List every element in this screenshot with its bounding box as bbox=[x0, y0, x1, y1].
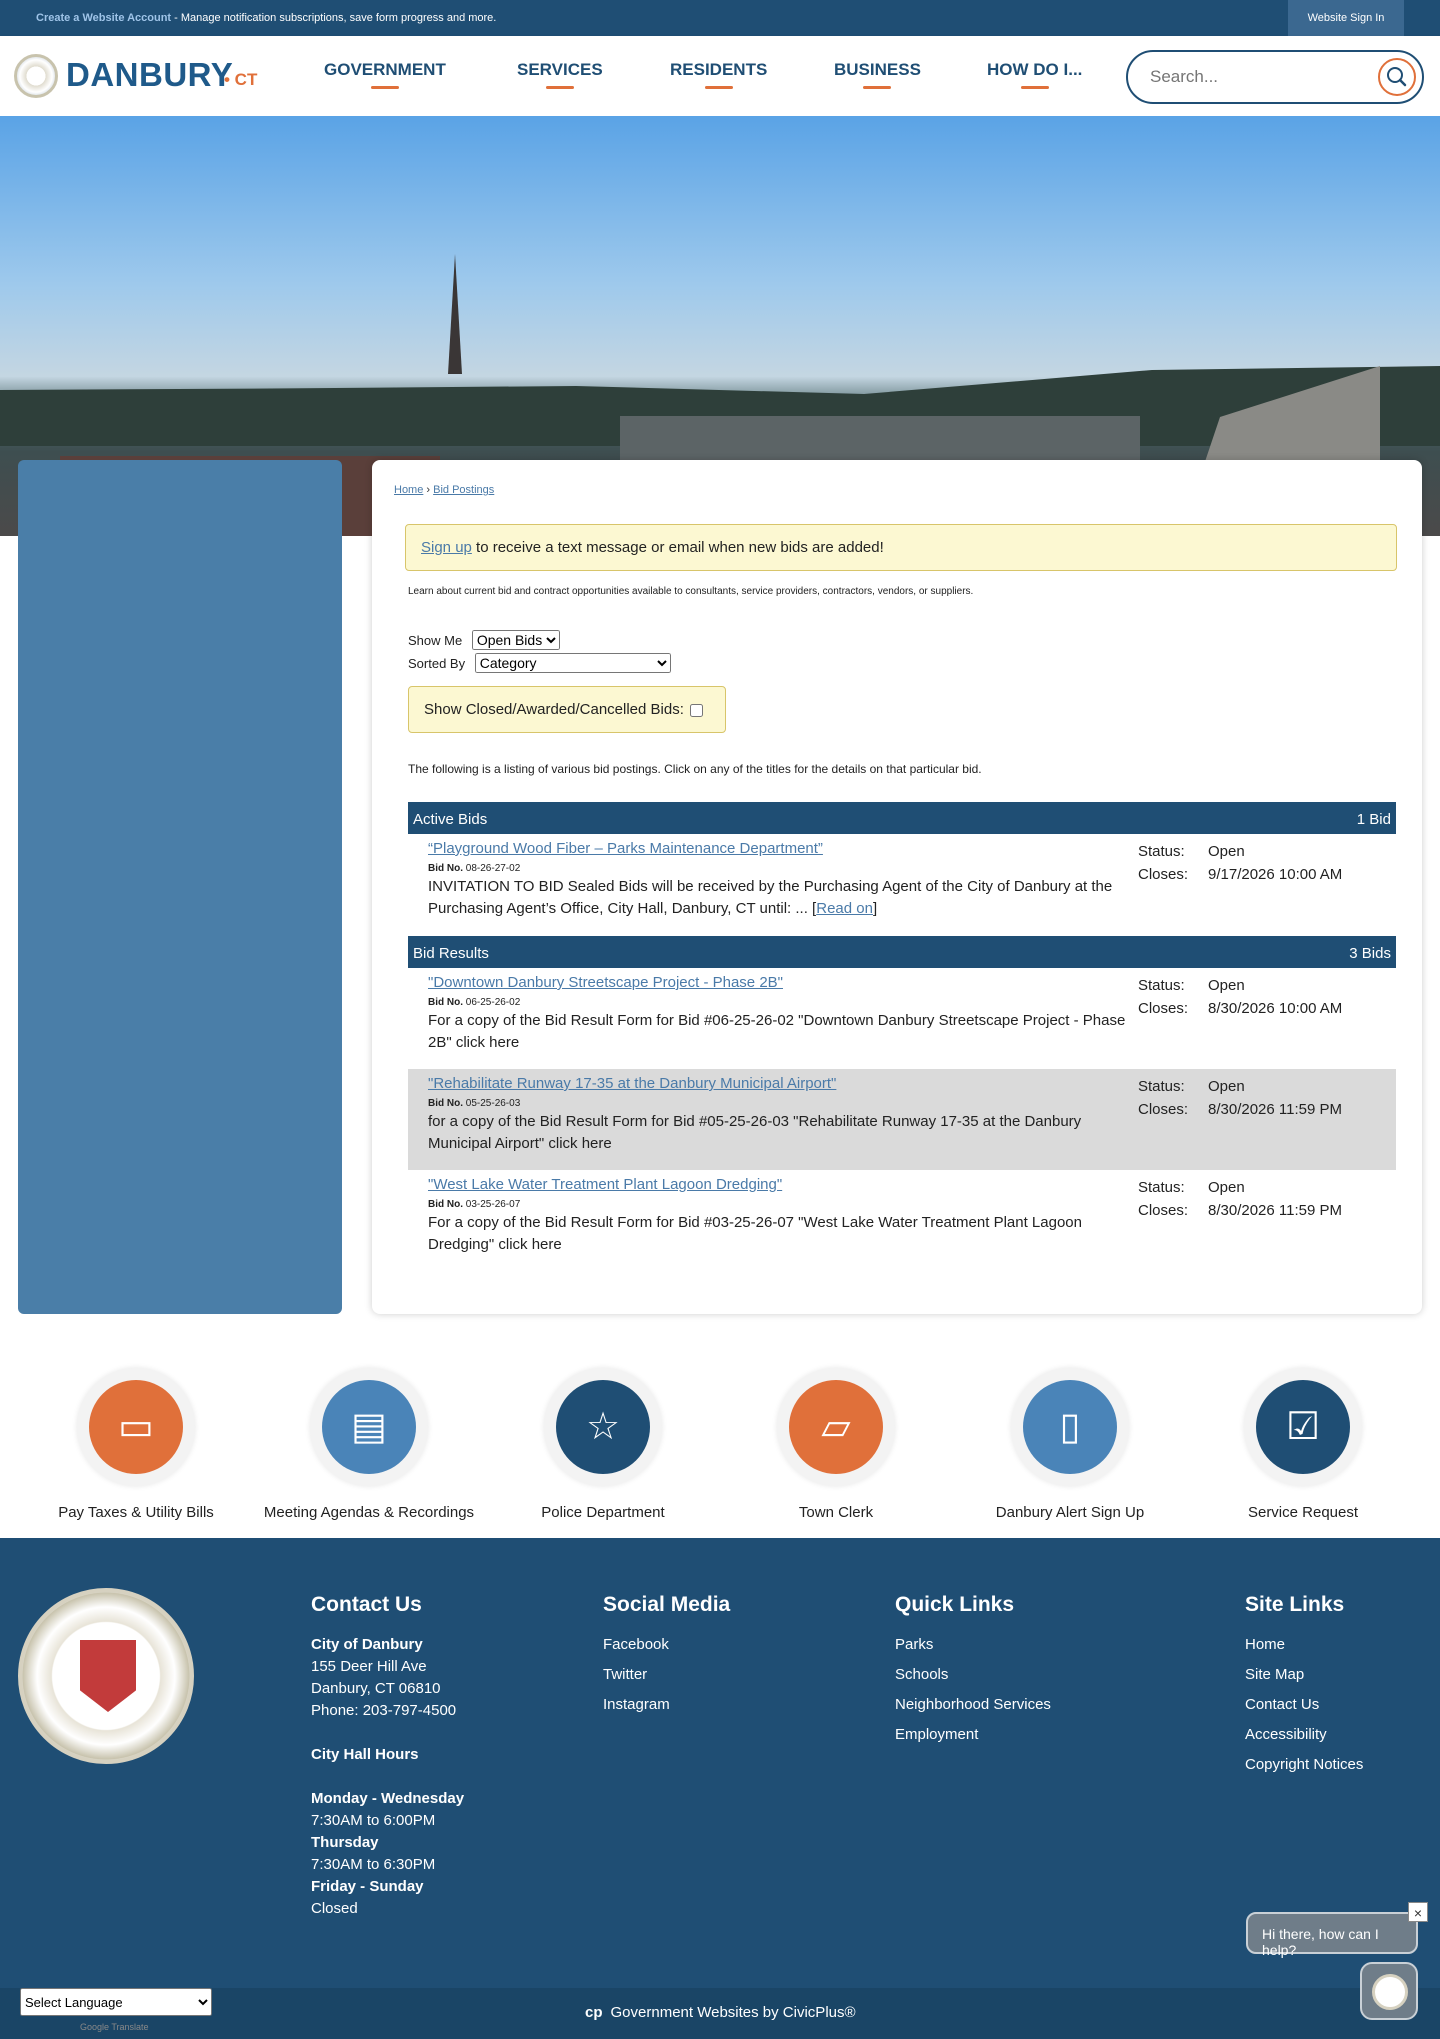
bid-number-value: 03-25-26-07 bbox=[465, 1199, 521, 1210]
footer-link-contact-us[interactable]: Contact Us bbox=[1245, 1696, 1320, 1713]
search-button[interactable] bbox=[1378, 58, 1416, 96]
nav-how-do-i[interactable] bbox=[987, 60, 1082, 89]
status-value: Open bbox=[1208, 977, 1245, 994]
phone-icon: ▯ bbox=[1059, 1406, 1081, 1448]
quick-link-meeting-agendas[interactable] bbox=[259, 1368, 479, 1521]
status-row bbox=[1138, 840, 1245, 863]
bid-status bbox=[1138, 974, 1343, 1020]
footer-social bbox=[603, 1594, 730, 1724]
footer-link-twitter[interactable]: Twitter bbox=[603, 1666, 648, 1683]
sorted-by-select[interactable] bbox=[475, 653, 671, 673]
status-value: Open bbox=[1208, 1179, 1245, 1196]
create-account-link[interactable]: Create a Website Account bbox=[36, 12, 172, 24]
main-content bbox=[372, 460, 1422, 1314]
breadcrumb bbox=[394, 484, 494, 496]
civicplus-text: Government Websites by CivicPlus® bbox=[610, 2004, 856, 2021]
contact-phone: Phone: 203-797-4500 bbox=[311, 1702, 457, 1719]
bid-description: For a copy of the Bid Result Form for Bid #03-25-26-07 "West Lake Water Treatment Plant Lagoon Dredging" click here bbox=[428, 1214, 1082, 1253]
nav-label: RESIDENTS bbox=[670, 60, 768, 79]
quick-link-label: Service Request bbox=[1247, 1504, 1359, 1521]
quick-link-label: Pay Taxes & Utility Bills bbox=[58, 1504, 214, 1521]
credit-card-icon: ▭ bbox=[118, 1406, 154, 1448]
bid-status bbox=[1138, 1075, 1342, 1121]
footer-link-schools[interactable]: Schools bbox=[895, 1666, 949, 1683]
status-value: Open bbox=[1208, 1078, 1245, 1095]
quick-link-inner bbox=[322, 1380, 416, 1474]
sorted-by-filter bbox=[408, 653, 671, 673]
logo-name: DANBURY bbox=[66, 56, 234, 93]
signup-notice bbox=[405, 524, 1397, 571]
bid-title-link[interactable]: "Rehabilitate Runway 17-35 at the Danbury Municipal Airport" bbox=[428, 1075, 837, 1092]
hero-church-spire bbox=[448, 254, 462, 374]
contact-org: City of Danbury bbox=[311, 1636, 423, 1653]
clipboard-icon: ☑ bbox=[1285, 1406, 1321, 1448]
status-label: Status: bbox=[1138, 843, 1185, 860]
contact-address-line: Danbury, CT 06810 bbox=[311, 1680, 441, 1697]
nav-label: GOVERNMENT bbox=[324, 60, 446, 79]
hours-time: Closed bbox=[311, 1900, 358, 1917]
read-on-link[interactable]: Read on bbox=[816, 900, 873, 917]
civicplus-credit[interactable] bbox=[585, 2004, 856, 2021]
status-value: Open bbox=[1208, 843, 1245, 860]
footer-heading: Quick Links bbox=[895, 1593, 1015, 1616]
footer-link-facebook[interactable]: Facebook bbox=[603, 1636, 669, 1653]
quick-link-label: Town Clerk bbox=[798, 1504, 874, 1521]
bid-number-value: 05-25-26-03 bbox=[465, 1098, 521, 1109]
signup-link[interactable]: Sign up bbox=[421, 539, 472, 556]
nav-underline bbox=[705, 86, 733, 89]
status-row bbox=[1138, 974, 1245, 997]
quick-link-pay-taxes[interactable] bbox=[26, 1368, 246, 1521]
hours-days: Thursday bbox=[311, 1834, 379, 1851]
quick-link-circle bbox=[1011, 1368, 1129, 1486]
section-count: 3 Bids bbox=[1349, 945, 1391, 962]
site-header bbox=[0, 36, 1440, 116]
breadcrumb-home[interactable]: Home bbox=[394, 484, 424, 496]
nav-underline bbox=[1021, 86, 1049, 89]
hours-days: Friday - Sunday bbox=[311, 1878, 424, 1895]
closes-row bbox=[1138, 1199, 1342, 1222]
chat-close-button[interactable]: × bbox=[1408, 1902, 1428, 1922]
bid-description-end: ] bbox=[872, 900, 878, 917]
bid-description: for a copy of the Bid Result Form for Bid #05-25-26-03 "Rehabilitate Runway 17-35 at the Danbury Municipal Airport" click here bbox=[428, 1113, 1082, 1152]
civicplus-logo-icon: cp bbox=[585, 2004, 603, 2021]
account-message-text: - Manage notification subscriptions, save form progress and more. bbox=[171, 12, 497, 24]
quick-link-circle bbox=[77, 1368, 195, 1486]
quick-link-inner bbox=[556, 1380, 650, 1474]
show-closed-checkbox[interactable] bbox=[690, 704, 703, 717]
hours-time: 7:30AM to 6:30PM bbox=[311, 1856, 436, 1873]
closes-value: 8/30/2026 11:59 PM bbox=[1208, 1101, 1342, 1118]
nav-underline bbox=[371, 86, 399, 89]
document-icon: ▤ bbox=[351, 1406, 387, 1448]
chat-launcher-button[interactable] bbox=[1360, 1962, 1418, 2020]
nav-label: SERVICES bbox=[517, 60, 603, 79]
quick-link-label: Danbury Alert Sign Up bbox=[995, 1504, 1145, 1521]
quick-link-circle bbox=[777, 1368, 895, 1486]
chat-greeting[interactable]: Hi there, how can I help? bbox=[1246, 1912, 1418, 1954]
status-label: Status: bbox=[1138, 1078, 1185, 1095]
section-header-bid-results bbox=[408, 936, 1396, 968]
bid-item bbox=[408, 968, 1396, 1069]
quick-link-police[interactable] bbox=[493, 1368, 713, 1521]
bid-status bbox=[1138, 1176, 1342, 1222]
search-box bbox=[1126, 50, 1424, 104]
footer-heading: Site Links bbox=[1245, 1593, 1345, 1616]
closes-label: Closes: bbox=[1138, 1000, 1189, 1017]
hours-time: 7:30AM to 6:00PM bbox=[311, 1812, 436, 1829]
account-message bbox=[36, 12, 496, 24]
bid-item bbox=[408, 834, 1396, 934]
footer-link-employment[interactable]: Employment bbox=[895, 1726, 979, 1743]
show-me-select[interactable] bbox=[472, 630, 560, 650]
bid-number-label: Bid No. bbox=[428, 997, 463, 1008]
status-row bbox=[1138, 1176, 1245, 1199]
sorted-by-label: Sorted By bbox=[408, 656, 466, 671]
top-bar bbox=[0, 0, 1440, 36]
footer-link-copyright[interactable]: Copyright Notices bbox=[1245, 1756, 1364, 1773]
google-translate-credit: Google Translate bbox=[80, 2022, 149, 2032]
bid-item bbox=[408, 1069, 1396, 1170]
footer-link-site-map[interactable]: Site Map bbox=[1245, 1666, 1305, 1683]
section-title: Active Bids bbox=[413, 811, 488, 828]
quick-link-inner bbox=[89, 1380, 183, 1474]
section-header-active-bids bbox=[408, 802, 1396, 834]
footer-quick-links bbox=[895, 1594, 1051, 1754]
logo-suffix: • CT bbox=[224, 70, 258, 89]
nav-residents[interactable] bbox=[670, 60, 767, 89]
signup-text: to receive a text message or email when new bids are added! bbox=[471, 539, 884, 556]
quick-link-alert-sign-up[interactable] bbox=[960, 1368, 1180, 1521]
search-icon bbox=[1380, 60, 1414, 94]
bid-item bbox=[408, 1170, 1396, 1271]
closes-row bbox=[1138, 997, 1343, 1020]
section-count: 1 Bid bbox=[1356, 811, 1391, 828]
seal-shield bbox=[80, 1640, 136, 1712]
bid-title-link[interactable]: "West Lake Water Treatment Plant Lagoon Dredging" bbox=[428, 1176, 783, 1193]
status-label: Status: bbox=[1138, 977, 1185, 994]
closes-value: 8/30/2026 11:59 PM bbox=[1208, 1202, 1342, 1219]
nav-services[interactable] bbox=[517, 60, 603, 89]
contact-address-line: 155 Deer Hill Ave bbox=[311, 1658, 427, 1675]
quick-link-inner bbox=[1023, 1380, 1117, 1474]
show-closed-box bbox=[408, 686, 726, 733]
nav-underline bbox=[546, 86, 574, 89]
quick-link-service-request[interactable] bbox=[1193, 1368, 1413, 1521]
bid-number-label: Bid No. bbox=[428, 863, 463, 874]
police-badge-icon: ☆ bbox=[585, 1406, 621, 1448]
show-me-label: Show Me bbox=[408, 633, 463, 648]
bid-description-text: INVITATION TO BID Sealed Bids will be received by the Purchasing Agent of the City of Danbury at the Purchasing Agent’s Office, City Hall, Danbury, CT until: ... [ bbox=[428, 878, 1113, 917]
nav-underline bbox=[863, 86, 891, 89]
bid-number-value: 06-25-26-02 bbox=[465, 997, 521, 1008]
closes-label: Closes: bbox=[1138, 866, 1189, 883]
footer-link-neighborhood[interactable]: Neighborhood Services bbox=[895, 1696, 1051, 1713]
bid-number-value: 08-26-27-02 bbox=[465, 863, 521, 874]
site-logo[interactable] bbox=[14, 52, 274, 98]
nav-label: HOW DO I... bbox=[987, 60, 1083, 79]
nav-label: BUSINESS bbox=[834, 60, 921, 79]
chat-seal-icon bbox=[1372, 1974, 1408, 2010]
language-select[interactable] bbox=[20, 1988, 212, 2016]
side-panel bbox=[18, 460, 342, 1314]
bottom-bar bbox=[0, 1988, 1440, 2039]
show-me-filter bbox=[408, 630, 560, 650]
folder-icon: ▱ bbox=[821, 1406, 851, 1448]
quick-link-town-clerk[interactable] bbox=[726, 1368, 946, 1521]
footer-link-parks[interactable]: Parks bbox=[895, 1636, 934, 1653]
closes-label: Closes: bbox=[1138, 1202, 1189, 1219]
bid-number-label: Bid No. bbox=[428, 1098, 463, 1109]
website-sign-in-button[interactable]: Website Sign In bbox=[1288, 0, 1404, 36]
footer-heading: Contact Us bbox=[311, 1593, 422, 1616]
nav-business[interactable] bbox=[834, 60, 921, 89]
intro-text: Learn about current bid and contract opportunities available to consultants, service providers, contractors, vendors, or suppliers. bbox=[408, 586, 974, 597]
closes-label: Closes: bbox=[1138, 1101, 1189, 1118]
quick-link-circle bbox=[544, 1368, 662, 1486]
bid-description: For a copy of the Bid Result Form for Bid #06-25-26-02 "Downtown Danbury Streetscape Project - Phase 2B" click here bbox=[428, 1012, 1126, 1051]
quick-links-bar bbox=[0, 1340, 1440, 1540]
hours-heading: City Hall Hours bbox=[311, 1746, 419, 1763]
bid-description bbox=[428, 876, 1138, 920]
quick-link-inner bbox=[1256, 1380, 1350, 1474]
closes-row bbox=[1138, 863, 1343, 886]
quick-link-label: Meeting Agendas & Recordings bbox=[263, 1504, 475, 1521]
breadcrumb-separator: › bbox=[423, 484, 434, 496]
footer-heading: Social Media bbox=[603, 1593, 731, 1616]
closes-value: 8/30/2026 10:00 AM bbox=[1208, 1000, 1343, 1017]
footer-contact bbox=[311, 1594, 464, 1920]
status-label: Status: bbox=[1138, 1179, 1185, 1196]
breadcrumb-current[interactable]: Bid Postings bbox=[433, 484, 495, 496]
footer-link-instagram[interactable]: Instagram bbox=[603, 1696, 670, 1713]
listing-text: The following is a listing of various bid postings. Click on any of the titles for the details on that particular bid. bbox=[408, 762, 982, 776]
show-closed-label: Show Closed/Awarded/Cancelled Bids: bbox=[424, 701, 684, 718]
bid-title-link[interactable]: "Downtown Danbury Streetscape Project - Phase 2B" bbox=[428, 974, 783, 991]
search-input[interactable] bbox=[1150, 64, 1370, 90]
bid-number-label: Bid No. bbox=[428, 1199, 463, 1210]
quick-link-circle bbox=[310, 1368, 428, 1486]
footer-link-accessibility[interactable]: Accessibility bbox=[1245, 1726, 1327, 1743]
bid-title-link[interactable]: “Playground Wood Fiber – Parks Maintenance Department” bbox=[428, 840, 823, 857]
quick-link-label: Police Department bbox=[541, 1504, 665, 1521]
nav-government[interactable] bbox=[324, 60, 446, 89]
closes-value: 9/17/2026 10:00 AM bbox=[1208, 866, 1343, 883]
quick-link-inner bbox=[789, 1380, 883, 1474]
closes-row bbox=[1138, 1098, 1342, 1121]
hours-days: Monday - Wednesday bbox=[311, 1790, 465, 1807]
footer-site-links bbox=[1245, 1594, 1363, 1784]
footer-link-home[interactable]: Home bbox=[1245, 1636, 1286, 1653]
section-title: Bid Results bbox=[413, 945, 489, 962]
city-seal-icon bbox=[14, 54, 58, 98]
city-seal-logo bbox=[18, 1588, 194, 1764]
quick-link-circle bbox=[1244, 1368, 1362, 1486]
status-row bbox=[1138, 1075, 1245, 1098]
site-footer bbox=[0, 1538, 1440, 1988]
bid-status bbox=[1138, 840, 1343, 886]
